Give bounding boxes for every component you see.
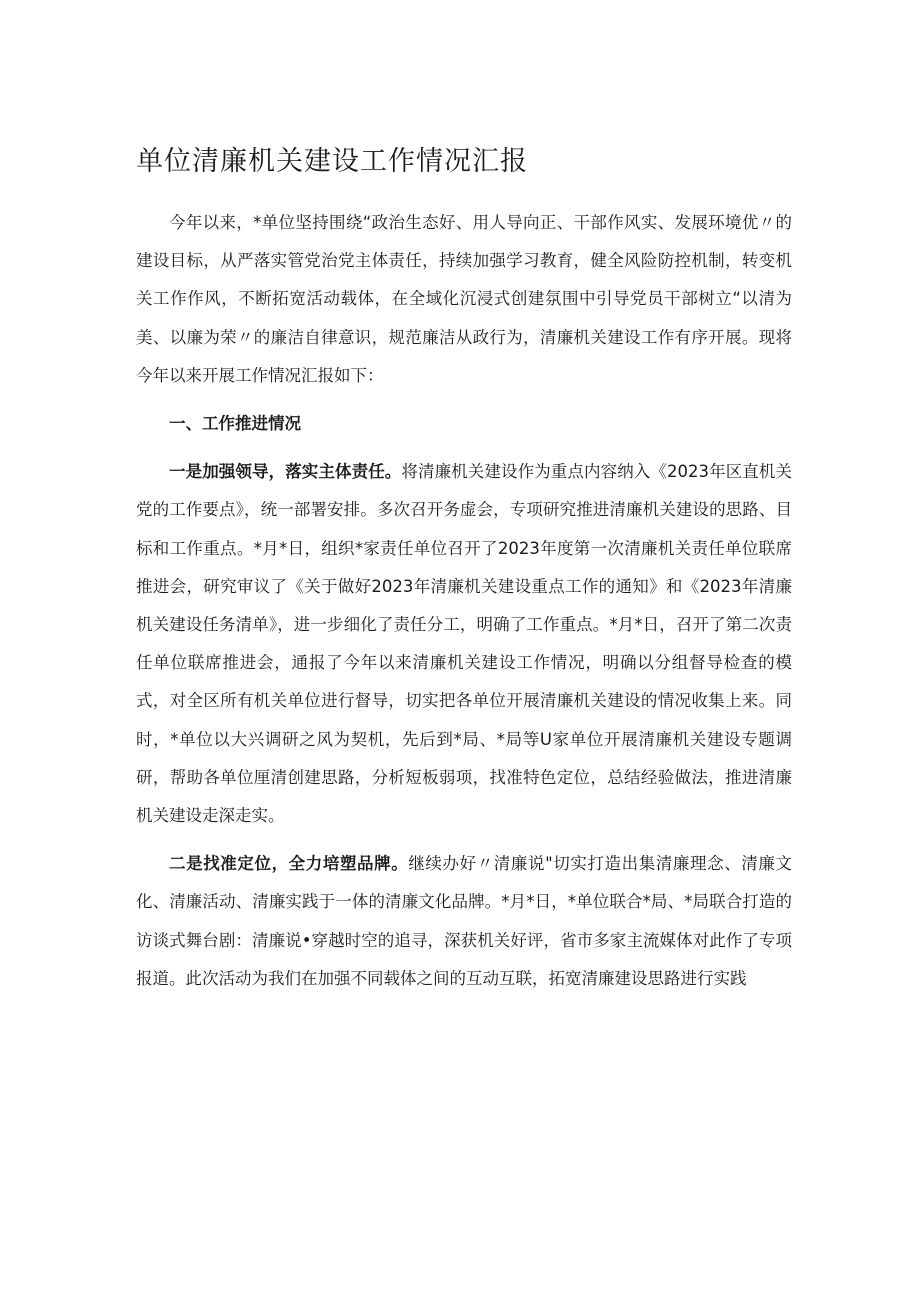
item-two-lead: 二是找准定位，全力培塑品牌。	[169, 854, 409, 874]
paragraph-gap	[136, 835, 792, 845]
item-one-text: 将清廉机关建设作为重点内容纳入《2023年区直机关党的工作要点》，统一部署安排。多次召开务虚会，专项研究推进清廉机关建设的思路、目标和工作重点。*月*日，组织*家责任单位召开了2023年度第一次清廉机关责任单位联席推进会，研究审议了《关于做好2023年清廉机关建设重点工作的通知》和《2023年清廉机关建设任务清单》，进一步细化了责任分工，明确了工作重点。*月*日，召开了第二次责任单位联席推进会，通报了今年以来清廉机关建设工作情况，明确以分组督导检查的模式，对全区所有机关单位进行督导，切实把各单位开展清廉机关建设的情况收集上来。同时，*单位以大兴调研之风为契机，先后到*局、*局等U家单位开展清廉机关建设专题调研，帮助各单位厘清创建思路，分析短板弱项，找准特色定位，总结经验做法，推进清廉机关建设走深走实。	[136, 462, 792, 826]
item-one-paragraph	[136, 453, 792, 835]
item-two-text: 继续办好〃清廉说"切实打造出集清廉理念、清廉文化、清廉活动、清廉实践于一体的清廉文化品牌。*月*日，*单位联合*局、*局联合打造的访谈式舞台剧：清廉说•穿越时空的追寻，深获机关好评，省市多家主流媒体对此作了专项报道。此次活动为我们在加强不同载体之间的互动互联，拓宽清廉建设思路进行实践	[136, 854, 792, 988]
section-heading: 一、工作推进情况	[169, 414, 301, 434]
document-body	[136, 204, 792, 998]
intro-paragraph: 今年以来，*单位坚持围绕“政治生态好、用人导向正、干部作风实、发展环境优〃的建设目标，从严落实管党治党主体责任，持续加强学习教育，健全风险防控机制，转变机关工作作风，不断拓宽活动载体，在全域化沉浸式创建氛围中引导党员干部树立“以清为美、以廉为荣〃的廉洁自律意识，规范廉洁从政行为，清廉机关建设工作有序开展。现将今年以来开展工作情况汇报如下：	[136, 213, 792, 385]
item-two-paragraph	[136, 845, 792, 998]
paragraph-gap	[136, 443, 792, 453]
paragraph-gap	[136, 395, 792, 405]
item-one-lead: 一是加强领导，落实主体责任。	[169, 462, 402, 482]
document-title: 单位清廉机关建设工作情况汇报	[136, 146, 528, 177]
